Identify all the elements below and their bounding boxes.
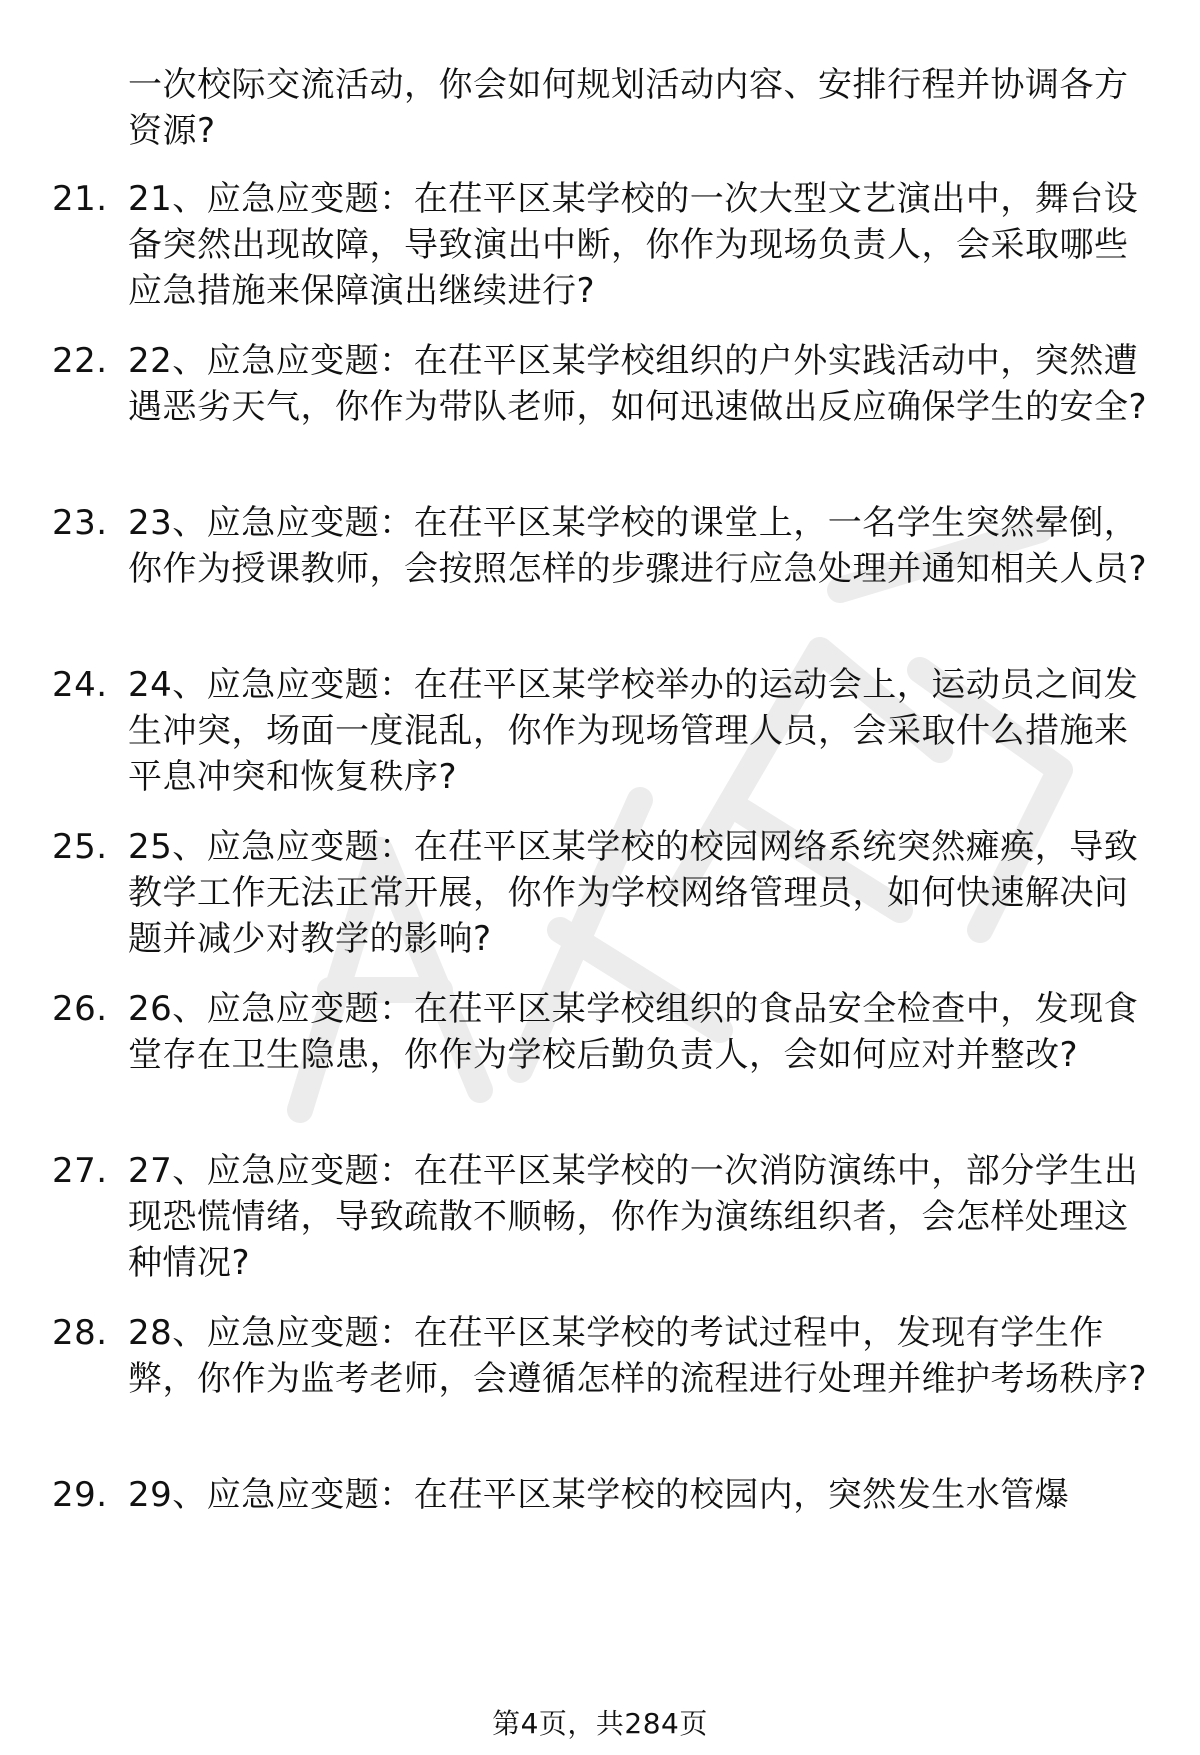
question-text: 26、应急应变题：在茌平区某学校组织的食品安全检查中，发现食堂存在卫生隐患，你作为学校后勤负责人，会如何应对并整改? [128,989,1139,1075]
question-number: 24. [52,665,108,705]
question-text: 22、应急应变题：在茌平区某学校组织的户外实践活动中，突然遭遇恶劣天气，你作为带队老师，如何迅速做出反应确保学生的安全? [128,341,1148,427]
question-number: 29. [52,1475,108,1515]
page-footer: 第4页，共284页 [492,1707,708,1740]
question-text: 29、应急应变题：在茌平区某学校的校园内，突然发生水管爆 [128,1475,1070,1515]
question-text: 25、应急应变题：在茌平区某学校的校园网络系统突然瘫痪，导致教学工作无法正常开展，你作为学校网络管理员，如何快速解决问题并减少对教学的影响? [128,827,1139,959]
question-text: 21、应急应变题：在茌平区某学校的一次大型文艺演出中，舞台设备突然出现故障，导致演出中断，你作为现场负责人，会采取哪些应急措施来保障演出继续进行? [128,179,1139,311]
question-text: 27、应急应变题：在茌平区某学校的一次消防演练中，部分学生出现恐慌情绪，导致疏散不顺畅，你作为演练组织者，会怎样处理这种情况? [128,1151,1139,1283]
question-number: 23. [52,503,108,543]
question-text: 23、应急应变题：在茌平区某学校的课堂上，一名学生突然晕倒，你作为授课教师，会按照怎样的步骤进行应急处理并通知相关人员? [128,503,1148,589]
question-number: 21. [52,179,108,219]
question-number: 28. [52,1313,108,1353]
question-number: 27. [52,1151,108,1191]
question-number: 26. [52,989,108,1029]
question-text: 28、应急应变题：在茌平区某学校的考试过程中，发现有学生作弊，你作为监考老师，会遵循怎样的流程进行处理并维护考场秩序? [128,1313,1148,1399]
question-number: 25. [52,827,108,867]
intro-paragraph: 一次校际交流活动，你会如何规划活动内容、安排行程并协调各方资源? [128,65,1129,151]
question-number: 22. [52,341,108,381]
question-text: 24、应急应变题：在茌平区某学校举办的运动会上，运动员之间发生冲突，场面一度混乱，你作为现场管理人员，会采取什么措施来平息冲突和恢复秩序? [128,665,1139,797]
